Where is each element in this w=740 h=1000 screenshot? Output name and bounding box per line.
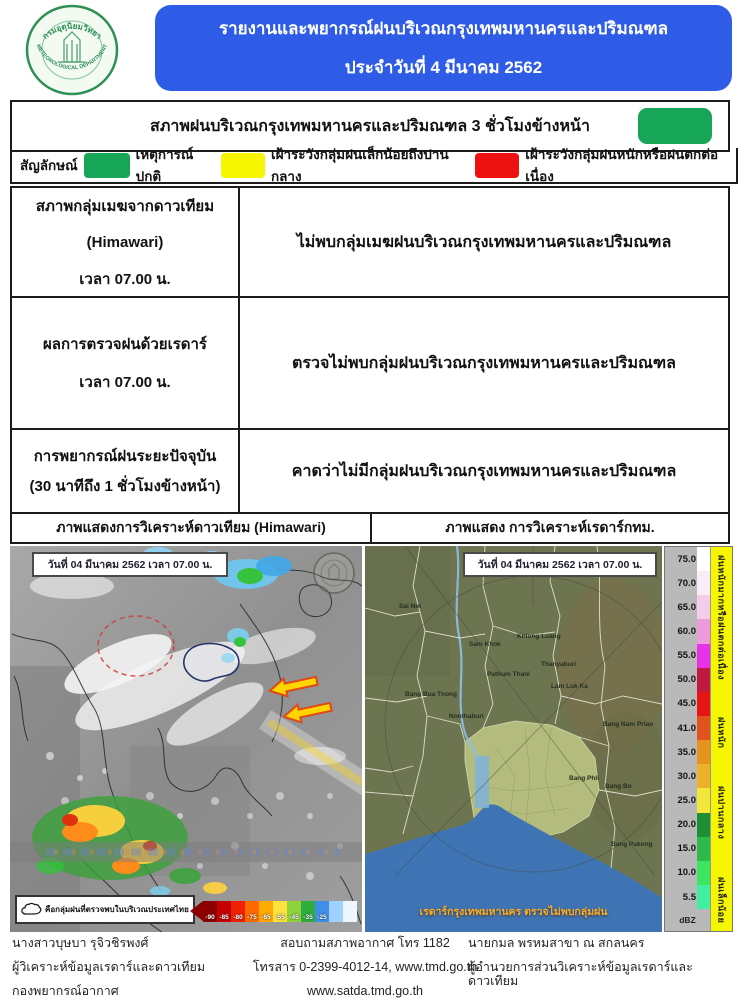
footer-analyst: นางสาวบุษบา รุจิวชิรพงศ์ ผู้วิเคราะห์ข้อมูลเรดาร์และดาวเทียม กองพยากรณ์อากาศ bbox=[12, 936, 206, 998]
radar-caption: ภาพแสดง การวิเคราะห์เรดาร์กทม. bbox=[445, 519, 655, 535]
row-label-radar: ผลการตรวจฝนด้วยเรดาร์ เวลา 07.00 น. bbox=[12, 298, 240, 428]
ir-scale-arrow bbox=[190, 901, 203, 921]
observation-table bbox=[10, 186, 730, 514]
tmd-seal-icon bbox=[22, 4, 122, 96]
radar-date-label: วันที่ 04 มีนาคม 2562 เวลา 07.00 น. bbox=[463, 552, 657, 577]
satellite-cloud-legend bbox=[15, 895, 195, 924]
svg-text:Sai Noi: Sai Noi bbox=[399, 603, 422, 610]
tmd-stamp-icon bbox=[311, 550, 357, 596]
legend-label-watch: เฝ้าระวังกลุ่มฝนเล็กน้อยถึงปานกลาง bbox=[270, 147, 449, 184]
table-row-satellite bbox=[12, 188, 728, 296]
report-title-banner bbox=[155, 5, 732, 91]
svg-text:Pathum Thani: Pathum Thani bbox=[487, 671, 530, 678]
svg-text:Nonthaburi: Nonthaburi bbox=[449, 713, 484, 720]
row-value-radar: ตรวจไม่พบกลุ่มฝนบริเวณกรุงเทพมหานครและปริมณฑล bbox=[292, 354, 676, 372]
svg-text:Bang Phli: Bang Phli bbox=[569, 775, 599, 782]
footer-contact: สอบถามสภาพอากาศ โทร 1182 โทรสาร 0-2399-4012-14, www.tmd.go.th www.satda.tmd.go.th bbox=[252, 936, 478, 998]
satellite-caption: ภาพแสดงการวิเคราะห์ดาวเทียม (Himawari) bbox=[12, 514, 372, 542]
rain-intensity-labels: ฝนหนักมากหรือฝนตกต่อเนื่อง ฝนหนัก ฝนปานกลาง ฝนเล็กน้อย bbox=[710, 547, 732, 931]
satellite-cloud-legend-text: คือกลุ่มฝนที่ตรวจพบในบริเวณประเทศไทย bbox=[45, 905, 189, 914]
seal-top-text: กรมอุตุนิยมวิทยา bbox=[40, 21, 104, 41]
status-level-badge bbox=[638, 108, 712, 144]
legend-title: สัญลักษณ์ bbox=[20, 158, 78, 173]
svg-text:Bang Bo: Bang Bo bbox=[605, 783, 632, 790]
row-label-satellite: สภาพกลุ่มเมฆจากดาวเทียม (Himawari) เวลา 07.00 น. bbox=[12, 188, 240, 296]
legend-swatch-alert bbox=[475, 153, 519, 178]
row-value-nowcast: คาดว่าไม่มีกลุ่มฝนบริเวณกรุงเทพมหานครและปริมณฑล bbox=[291, 462, 677, 480]
satellite-date-label: วันที่ 04 มีนาคม 2562 เวลา 07.00 น. bbox=[32, 552, 228, 577]
svg-text:Bang Bua Thong: Bang Bua Thong bbox=[405, 691, 457, 698]
svg-text:Sam Khok: Sam Khok bbox=[469, 641, 501, 648]
satellite-map-art bbox=[10, 546, 362, 932]
satellite-image bbox=[10, 546, 362, 932]
legend-label-alert: เฝ้าระวังกลุ่มฝนหนักหรือฝนตกต่อเนื่อง bbox=[525, 147, 719, 184]
radar-map-art bbox=[365, 546, 662, 932]
svg-text:Bang Nam Priao: Bang Nam Priao bbox=[603, 721, 654, 728]
table-row-nowcast bbox=[12, 428, 728, 512]
report-date-line: ประจำวันที่ 4 มีนาคม 2562 bbox=[344, 58, 543, 77]
svg-text:Thanyaburi: Thanyaburi bbox=[541, 661, 577, 668]
status-label: สภาพฝนบริเวณกรุงเทพมหานครและปริมณฑล 3 ชั่วโมงข้างหน้า bbox=[150, 117, 590, 135]
cloud-outline-icon bbox=[20, 902, 42, 917]
radar-image bbox=[365, 546, 662, 932]
svg-text:Lam Luk Ka: Lam Luk Ka bbox=[551, 683, 588, 690]
svg-text:Khlong Luang: Khlong Luang bbox=[517, 633, 561, 640]
svg-text:Bang Pakong: Bang Pakong bbox=[611, 841, 653, 848]
footer-director: นายกมล พรหมสาขา ณ สกลนคร ผู้อำนวยการส่วนวิเคราะห์ข้อมูลเรดาร์และดาวเทียม bbox=[468, 936, 693, 988]
legend-row bbox=[10, 148, 738, 184]
legend-swatch-watch bbox=[221, 153, 265, 178]
dbz-unit-label: dBZ bbox=[665, 909, 710, 931]
legend-label-normal: เหตุการณ์ปกติ bbox=[135, 147, 194, 184]
image-captions-row bbox=[10, 512, 730, 544]
row-label-nowcast: การพยากรณ์ฝนระยะปัจจุบัน (30 นาทีถึง 1 ชั่วโมงข้างหน้า) bbox=[12, 430, 240, 512]
ir-temperature-scale: -90 -85 -80 -75 -65 -55 -45 -35 -25 bbox=[190, 901, 357, 922]
table-row-radar bbox=[12, 296, 728, 428]
radar-dbz-colorbar bbox=[664, 546, 733, 932]
seal-bottom-text: METEOROLOGICAL DEPARTMENT bbox=[34, 43, 110, 72]
legend-swatch-normal bbox=[84, 153, 130, 178]
row-value-satellite: ไม่พบกลุ่มเมฆฝนบริเวณกรุงเทพมหานครและปริมณฑล bbox=[296, 233, 672, 251]
dbz-scale: 75.0 70.0 65.0 60.0 55.0 50.0 45.0 41.0 35.0 30.0 25.0 20.0 15.0 10.0 5.5 bbox=[665, 547, 710, 909]
radar-no-rain-text: เรดาร์กรุงเทพมหานคร ตรวจไม่พบกลุ่มฝน bbox=[419, 906, 608, 918]
report-title-line1: รายงานและพยากรณ์ฝนบริเวณกรุงเทพมหานครและปริมณฑล bbox=[218, 19, 669, 38]
